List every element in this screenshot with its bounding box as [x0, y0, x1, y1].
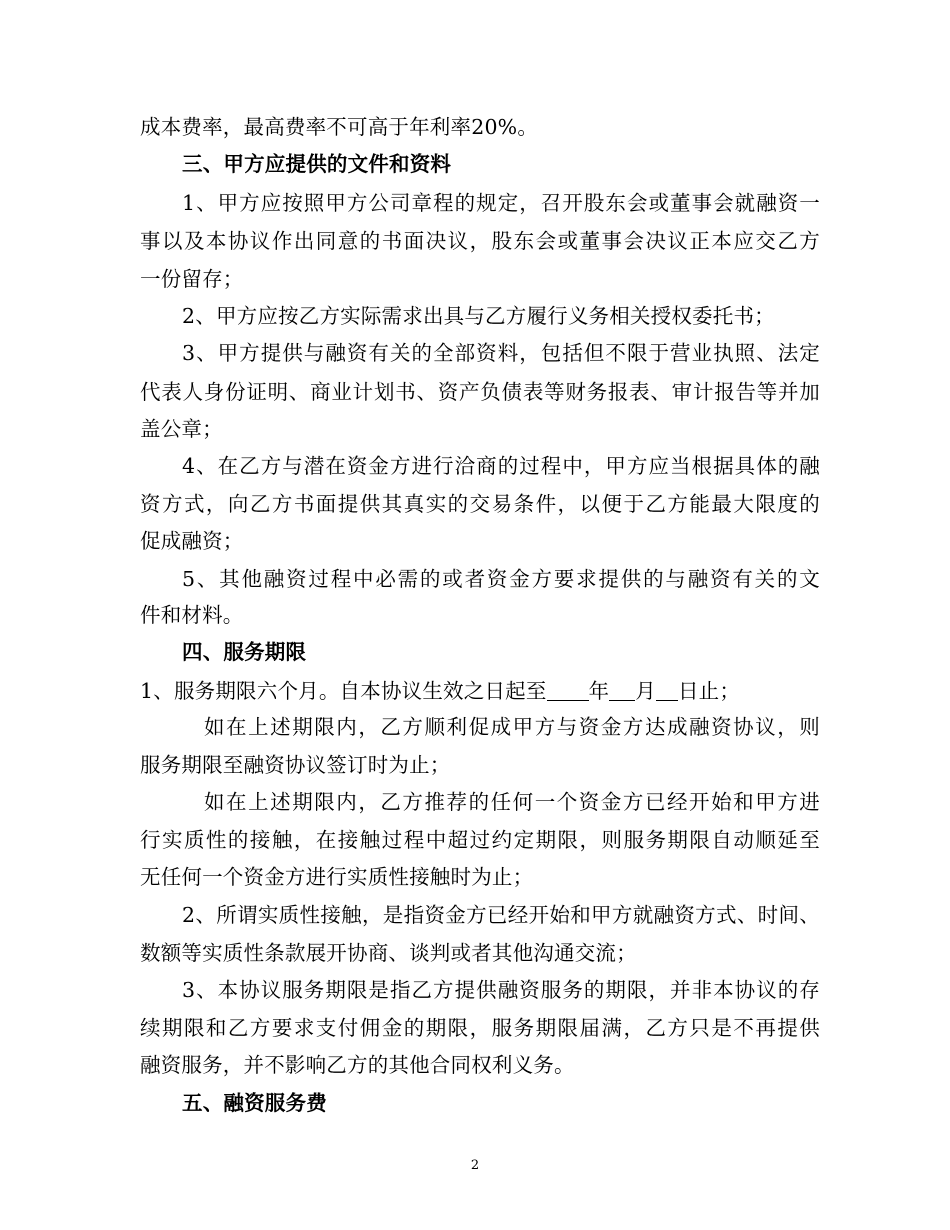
paragraph-line: 代表人身份证明、商业计划书、资产负债表等财务报表、审计报告等并加	[140, 380, 820, 404]
year-blank	[547, 680, 589, 701]
paragraph-line: 盖公章；	[140, 417, 223, 441]
paragraph-line: 件和材料。	[140, 603, 244, 627]
paragraph-line: 数额等实质性条款展开协商、谈判或者其他沟通交流；	[140, 941, 637, 965]
paragraph-line: 3、本协议服务期限是指乙方提供融资服务的期限，并非本协议的存	[182, 978, 820, 1002]
paragraph-line: 服务期限至融资协议签订时为止；	[140, 753, 451, 777]
paragraph-line: 4、在乙方与潜在资金方进行洽商的过程中，甲方应当根据具体的融	[182, 454, 820, 478]
term-prefix: 1、服务期限六个月。自本协议生效之日起至	[140, 679, 547, 703]
month-blank	[609, 680, 635, 701]
day-blank	[656, 680, 678, 701]
month-label: 月	[635, 679, 656, 703]
term-suffix: 日止；	[677, 679, 741, 703]
paragraph-line: 1、甲方应按照甲方公司章程的规定，召开股东会或董事会就融资一	[182, 191, 820, 215]
page-number: 2	[470, 1158, 480, 1173]
paragraph-line: 2、甲方应按乙方实际需求出具与乙方履行义务相关授权委托书；	[182, 304, 775, 328]
paragraph-line: 事以及本协议作出同意的书面决议，股东会或董事会决议正本应交乙方	[140, 229, 820, 253]
paragraph-line: 5、其他融资过程中必需的或者资金方要求提供的与融资有关的文	[182, 567, 820, 591]
paragraph-line: 一份留存；	[140, 267, 244, 291]
paragraph-line: 资方式，向乙方书面提供其真实的交易条件，以便于乙方能最大限度的	[140, 492, 820, 516]
term-line	[140, 676, 820, 706]
paragraph-line: 续期限和乙方要求支付佣金的期限，服务期限届满，乙方只是不再提供	[140, 1016, 820, 1040]
paragraph-line: 行实质性的接触，在接触过程中超过约定期限，则服务期限自动顺延至	[140, 828, 820, 852]
paragraph-line: 如在上述期限内，乙方推荐的任何一个资金方已经开始和甲方进	[204, 790, 820, 814]
paragraph-line: 促成融资；	[140, 529, 244, 553]
section-heading-3: 三、甲方应提供的文件和资料	[182, 152, 452, 176]
paragraph-line: 无任何一个资金方进行实质性接触时为止；	[140, 865, 534, 889]
paragraph-line: 融资服务，并不影响乙方的其他合同权利义务。	[140, 1053, 575, 1077]
year-label: 年	[588, 679, 610, 703]
section-heading-4: 四、服务期限	[182, 640, 307, 664]
paragraph-line: 如在上述期限内，乙方顺利促成甲方与资金方达成融资协议，则	[204, 715, 820, 739]
paragraph-line: 3、甲方提供与融资有关的全部资料，包括但不限于营业执照、法定	[182, 341, 820, 365]
section-heading-5: 五、融资服务费	[182, 1091, 327, 1115]
paragraph-line: 2、所谓实质性接触，是指资金方已经开始和甲方就融资方式、时间、	[182, 903, 820, 927]
paragraph-line: 成本费率，最高费率不可高于年利率20%。	[140, 115, 539, 139]
